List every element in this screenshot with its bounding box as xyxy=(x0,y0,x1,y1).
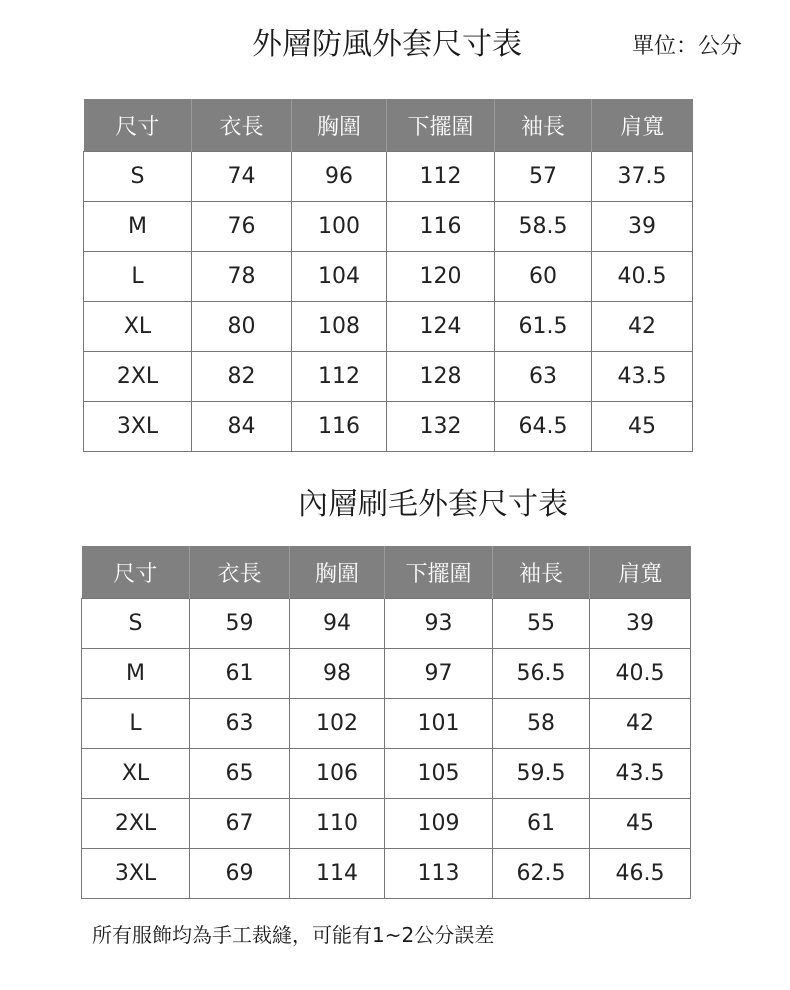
table-cell: 96 xyxy=(292,152,387,202)
table-cell: 43.5 xyxy=(592,352,693,402)
table-cell: 109 xyxy=(385,799,493,849)
header-hem: 下擺圍 xyxy=(385,546,493,599)
header-hem: 下擺圍 xyxy=(387,99,495,152)
header-chest: 胸圍 xyxy=(290,546,385,599)
table-row xyxy=(82,799,691,849)
table-cell: 116 xyxy=(292,402,387,452)
table-cell: 67 xyxy=(190,799,290,849)
table-cell: 84 xyxy=(192,402,292,452)
table-cell: 55 xyxy=(493,599,590,649)
table-cell: 59.5 xyxy=(493,749,590,799)
table-row xyxy=(84,252,693,302)
table-cell: 112 xyxy=(292,352,387,402)
table-cell: 80 xyxy=(192,302,292,352)
table-cell: 46.5 xyxy=(590,849,691,899)
table-cell: L xyxy=(84,252,192,302)
table-cell: 112 xyxy=(387,152,495,202)
table-cell: 113 xyxy=(385,849,493,899)
table-cell: 128 xyxy=(387,352,495,402)
table-cell: L xyxy=(82,699,190,749)
header-size: 尺寸 xyxy=(84,99,192,152)
table-cell: M xyxy=(84,202,192,252)
table-cell: 39 xyxy=(590,599,691,649)
table-header-row xyxy=(82,546,691,599)
table-cell: XL xyxy=(84,302,192,352)
table-cell: 76 xyxy=(192,202,292,252)
table-cell: 105 xyxy=(385,749,493,799)
header-length: 衣長 xyxy=(192,99,292,152)
table-cell: 42 xyxy=(592,302,693,352)
table-cell: 124 xyxy=(387,302,495,352)
table-cell: 65 xyxy=(190,749,290,799)
table-cell: 57 xyxy=(495,152,592,202)
table-header-row xyxy=(84,99,693,152)
table-cell: 116 xyxy=(387,202,495,252)
table-cell: 39 xyxy=(592,202,693,252)
table-cell: 2XL xyxy=(82,799,190,849)
table-cell: 3XL xyxy=(84,402,192,452)
header-size: 尺寸 xyxy=(82,546,190,599)
table-cell: 78 xyxy=(192,252,292,302)
header-shoulder: 肩寬 xyxy=(590,546,691,599)
table-cell: 3XL xyxy=(82,849,190,899)
table-row xyxy=(84,402,693,452)
table-row xyxy=(84,352,693,402)
table-cell: 120 xyxy=(387,252,495,302)
table-row xyxy=(82,599,691,649)
table-cell: 56.5 xyxy=(493,649,590,699)
tolerance-note: 所有服飾均為手工裁縫，可能有1~2公分誤差 xyxy=(92,923,495,947)
table-cell: 69 xyxy=(190,849,290,899)
table-row xyxy=(84,152,693,202)
table-row xyxy=(84,202,693,252)
table-cell: 114 xyxy=(290,849,385,899)
table-cell: 40.5 xyxy=(592,252,693,302)
table-row xyxy=(84,302,693,352)
table-cell: 58.5 xyxy=(495,202,592,252)
table-cell: 61.5 xyxy=(495,302,592,352)
inner-size-table xyxy=(81,546,691,899)
unit-label: 單位：公分 xyxy=(632,34,743,59)
table-row xyxy=(82,849,691,899)
table-cell: 110 xyxy=(290,799,385,849)
table-cell: 45 xyxy=(590,799,691,849)
table-row xyxy=(82,749,691,799)
table-cell: M xyxy=(82,649,190,699)
header-shoulder: 肩寬 xyxy=(592,99,693,152)
table-cell: 82 xyxy=(192,352,292,402)
table-cell: 108 xyxy=(292,302,387,352)
table-row xyxy=(82,699,691,749)
table-cell: 63 xyxy=(495,352,592,402)
table-cell: S xyxy=(84,152,192,202)
table-cell: 94 xyxy=(290,599,385,649)
inner-fleece-title: 內層刷毛外套尺寸表 xyxy=(298,487,568,522)
table-cell: 2XL xyxy=(84,352,192,402)
table-cell: 42 xyxy=(590,699,691,749)
table-cell: 98 xyxy=(290,649,385,699)
table-cell: 45 xyxy=(592,402,693,452)
table-cell: 37.5 xyxy=(592,152,693,202)
table-cell: 61 xyxy=(493,799,590,849)
table-cell: 101 xyxy=(385,699,493,749)
header-sleeve: 袖長 xyxy=(493,546,590,599)
table-cell: 64.5 xyxy=(495,402,592,452)
outer-jacket-title: 外層防風外套尺寸表 xyxy=(252,27,522,62)
outer-size-table xyxy=(83,99,693,452)
table-cell: 61 xyxy=(190,649,290,699)
header-chest: 胸圍 xyxy=(292,99,387,152)
table-cell: S xyxy=(82,599,190,649)
table-cell: 104 xyxy=(292,252,387,302)
table-cell: 93 xyxy=(385,599,493,649)
table-cell: 59 xyxy=(190,599,290,649)
table-cell: 132 xyxy=(387,402,495,452)
table-row xyxy=(82,649,691,699)
header-length: 衣長 xyxy=(190,546,290,599)
table-cell: 58 xyxy=(493,699,590,749)
table-cell: 63 xyxy=(190,699,290,749)
table-cell: 100 xyxy=(292,202,387,252)
table-cell: 102 xyxy=(290,699,385,749)
table-cell: 43.5 xyxy=(590,749,691,799)
table-cell: 74 xyxy=(192,152,292,202)
header-sleeve: 袖長 xyxy=(495,99,592,152)
table-cell: 62.5 xyxy=(493,849,590,899)
table-cell: 97 xyxy=(385,649,493,699)
table-cell: 106 xyxy=(290,749,385,799)
table-cell: XL xyxy=(82,749,190,799)
table-cell: 40.5 xyxy=(590,649,691,699)
table-cell: 60 xyxy=(495,252,592,302)
